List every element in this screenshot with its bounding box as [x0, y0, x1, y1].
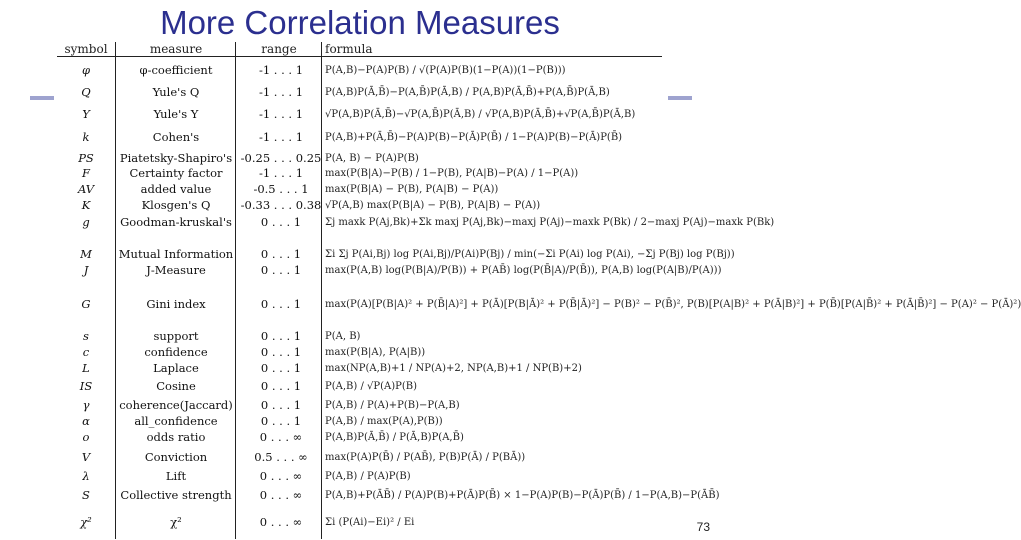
- row-symbol: AV: [77, 182, 95, 196]
- row-formula: max(NP(A,B)+1 / NP(A)+2, NP(A,B)+1 / NP(B)+2): [325, 363, 582, 374]
- row-range: 0 . . . ∞: [259, 469, 303, 483]
- row-range: 0 . . . 1: [260, 263, 302, 277]
- row-symbol: g: [82, 215, 90, 229]
- row-measure: support: [153, 329, 199, 343]
- row-formula: P(A,B)P(Ā,B̄) / P(Ā,B)P(A,B̄): [325, 432, 464, 443]
- row-symbol: γ: [82, 398, 90, 412]
- row-formula: P(A, B) − P(A)P(B): [325, 153, 419, 164]
- row-range: 0 . . . ∞: [259, 515, 303, 529]
- row-symbol: Y: [82, 107, 90, 121]
- row-symbol: K: [81, 198, 91, 212]
- accent-bar-left: [30, 96, 54, 100]
- row-symbol: χ²: [80, 515, 92, 529]
- row-symbol: F: [82, 166, 90, 180]
- row-range: -0.25 . . . 0.25: [240, 151, 322, 165]
- row-symbol: G: [81, 297, 91, 311]
- page-number: 73: [696, 520, 710, 534]
- row-range: 0 . . . 1: [260, 345, 302, 359]
- row-measure: Mutual Information: [118, 247, 234, 261]
- row-range: 0 . . . 1: [260, 297, 302, 311]
- row-symbol: PS: [78, 151, 94, 165]
- row-formula: max(P(B|A), P(A|B)): [325, 347, 426, 358]
- header-range: range: [261, 42, 297, 56]
- row-formula: P(A, B): [325, 331, 361, 342]
- row-symbol: L: [82, 361, 90, 375]
- accent-bar-right: [668, 96, 692, 100]
- column-divider: [115, 42, 116, 539]
- row-measure: Klosgen's Q: [141, 198, 211, 212]
- header-divider: [57, 56, 662, 57]
- row-measure: φ-coefficient: [139, 63, 213, 77]
- row-measure: Cohen's: [152, 130, 200, 144]
- row-measure: J-Measure: [146, 263, 206, 277]
- row-range: 0 . . . 1: [260, 379, 302, 393]
- row-symbol: φ: [81, 63, 91, 77]
- row-formula: √P(A,B)P(Ā,B̄)−√P(A,B̄)P(Ā,B) / √P(A,B)P(Ā,B̄)+√P(A,B̄)P(Ā,B): [325, 109, 636, 120]
- row-measure: Laplace: [153, 361, 199, 375]
- row-range: 0 . . . 1: [260, 414, 302, 428]
- column-divider: [235, 42, 236, 539]
- row-measure: confidence: [144, 345, 208, 359]
- row-formula: P(A,B)+P(ĀB̄) / P(A)P(B)+P(Ā)P(B̄) × 1−P(A)P(B)−P(Ā)P(B̄) / 1−P(A,B)−P(ĀB̄): [325, 490, 720, 501]
- row-range: 0.5 . . . ∞: [254, 450, 308, 464]
- row-formula: P(A,B) / P(A)+P(B)−P(A,B): [325, 400, 460, 411]
- row-formula: max(P(A,B) log(P(B|A)/P(B)) + P(AB̄) log(P(B̄|A)/P(B̄)), P(A,B) log(P(A|B)/P(A))): [325, 265, 722, 276]
- row-formula: max(P(A)P(B̄) / P(AB̄), P(B)P(Ā) / P(BĀ)): [325, 452, 526, 463]
- row-formula: P(A,B)−P(A)P(B) / √(P(A)P(B)(1−P(A))(1−P(B))): [325, 65, 566, 76]
- row-range: -1 . . . 1: [258, 107, 304, 121]
- row-range: 0 . . . 1: [260, 215, 302, 229]
- row-measure: odds ratio: [146, 430, 206, 444]
- row-formula: Σi (P(Ai)−Ei)² / Ei: [325, 517, 415, 528]
- row-measure: Certainty factor: [129, 166, 223, 180]
- row-range: 0 . . . 1: [260, 398, 302, 412]
- header-formula: formula: [325, 42, 373, 56]
- header-symbol: symbol: [64, 42, 108, 56]
- row-measure: coherence(Jaccard): [119, 398, 233, 412]
- row-range: 0 . . . 1: [260, 329, 302, 343]
- row-range: -1 . . . 1: [258, 130, 304, 144]
- row-formula: √P(A,B) max(P(B|A) − P(B), P(A|B) − P(A)): [325, 200, 541, 211]
- row-symbol: V: [81, 450, 91, 464]
- row-measure: Gini index: [146, 297, 206, 311]
- header-measure: measure: [149, 42, 203, 56]
- row-symbol: λ: [82, 469, 90, 483]
- row-measure: Conviction: [144, 450, 208, 464]
- row-formula: max(P(B|A) − P(B), P(A|B) − P(A)): [325, 184, 499, 195]
- row-symbol: c: [82, 345, 90, 359]
- row-formula: Σj maxk P(Aj,Bk)+Σk maxj P(Aj,Bk)−maxj P(Aj)−maxk P(Bk) / 2−maxj P(Aj)−maxk P(Bk): [325, 217, 775, 228]
- row-symbol: Q: [81, 85, 91, 99]
- row-range: -1 . . . 1: [258, 166, 304, 180]
- row-measure: Lift: [165, 469, 187, 483]
- row-formula: P(A,B)P(Ā,B̄)−P(A,B̄)P(Ā,B) / P(A,B)P(Ā,B̄)+P(A,B̄)P(Ā,B): [325, 87, 610, 98]
- row-measure: Piatetsky-Shapiro's: [119, 151, 233, 165]
- row-measure: χ²: [170, 515, 182, 529]
- row-measure: added value: [140, 182, 212, 196]
- row-measure: Cosine: [156, 379, 196, 393]
- row-range: 0 . . . 1: [260, 247, 302, 261]
- row-symbol: o: [82, 430, 90, 444]
- row-symbol: M: [80, 247, 92, 261]
- row-measure: all_confidence: [134, 414, 218, 428]
- row-range: 0 . . . 1: [260, 361, 302, 375]
- slide-title: More Correlation Measures: [160, 4, 560, 41]
- row-formula: Σi Σj P(Ai,Bj) log P(Ai,Bj)/P(Ai)P(Bj) / min(−Σi P(Ai) log P(Ai), −Σj P(Bj) log P(Bj)): [325, 249, 735, 260]
- row-symbol: IS: [79, 379, 93, 393]
- row-formula: P(A,B) / √P(A)P(B): [325, 381, 418, 392]
- row-symbol: α: [82, 414, 90, 428]
- row-range: -0.33 . . . 0.38: [240, 198, 322, 212]
- row-formula: max(P(B|A)−P(B) / 1−P(B), P(A|B)−P(A) / 1−P(A)): [325, 168, 579, 179]
- row-measure: Goodman-kruskal's: [120, 215, 232, 229]
- row-range: -0.5 . . . 1: [253, 182, 309, 196]
- row-measure: Yule's Y: [153, 107, 199, 121]
- row-symbol: k: [82, 130, 90, 144]
- row-symbol: s: [83, 329, 89, 343]
- row-symbol: S: [82, 488, 90, 502]
- row-measure: Collective strength: [120, 488, 232, 502]
- row-range: -1 . . . 1: [258, 85, 304, 99]
- row-range: 0 . . . ∞: [259, 430, 303, 444]
- row-measure: Yule's Q: [152, 85, 200, 99]
- row-range: -1 . . . 1: [258, 63, 304, 77]
- row-range: 0 . . . ∞: [259, 488, 303, 502]
- row-formula: P(A,B) / max(P(A),P(B)): [325, 416, 443, 427]
- row-formula: P(A,B)+P(Ā,B̄)−P(A)P(B)−P(Ā)P(B̄) / 1−P(A)P(B)−P(Ā)P(B̄): [325, 132, 623, 143]
- row-formula: max(P(A)[P(B|A)² + P(B̄|A)²] + P(Ā)[P(B|Ā)² + P(B̄|Ā)²] − P(B)² − P(B̄)², P(B)[P(A|B)² + P(Ā|B)²] + P(B̄)[P(A|B̄)² + P(Ā|B̄)²] − P(A)² − P(Ā)²): [325, 299, 1021, 310]
- row-formula: P(A,B) / P(A)P(B): [325, 471, 411, 482]
- row-symbol: J: [83, 263, 89, 277]
